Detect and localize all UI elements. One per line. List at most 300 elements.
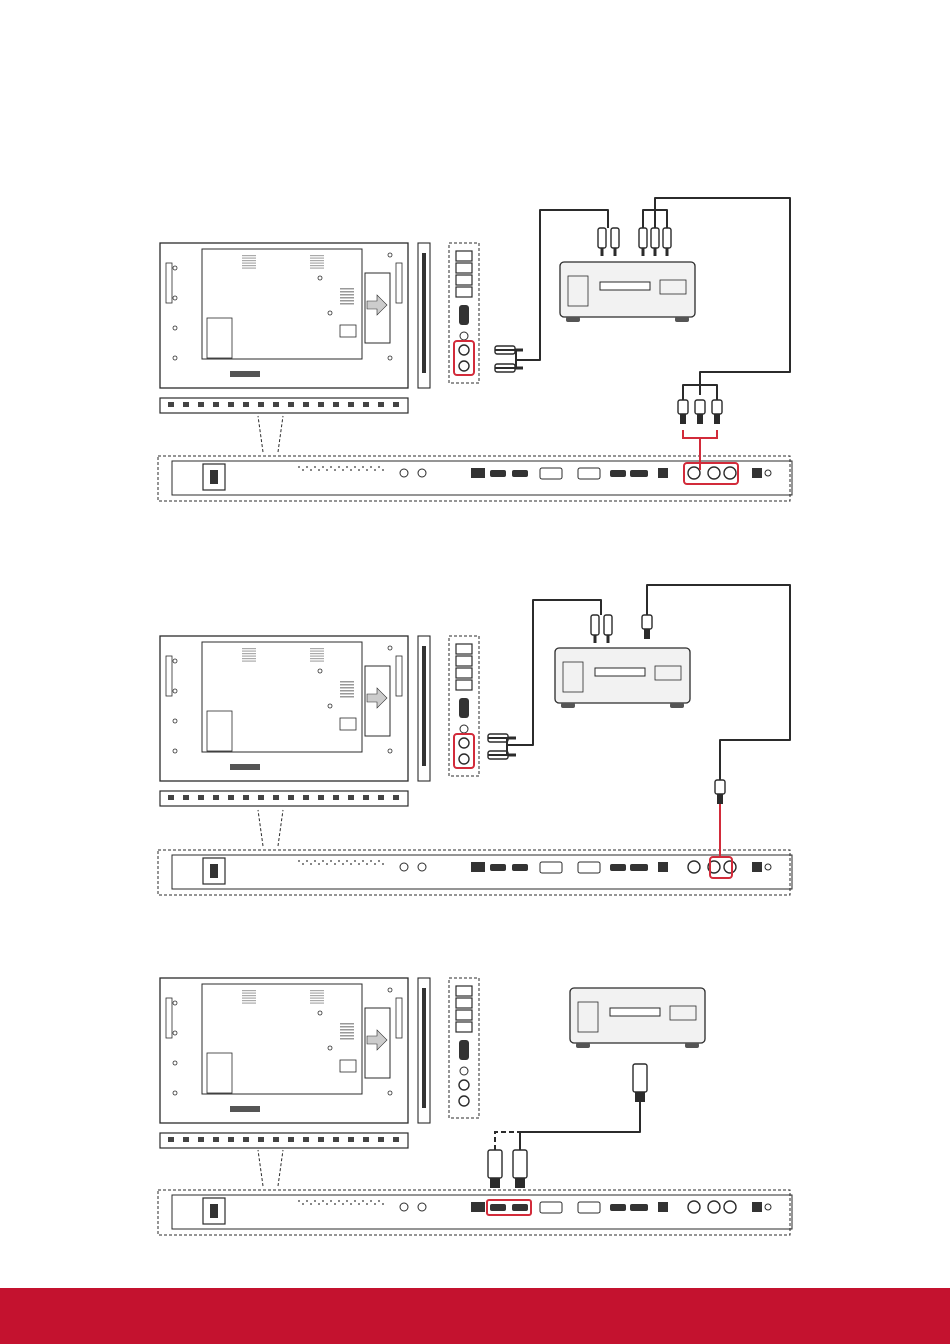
display-bottom-edge bbox=[160, 1133, 408, 1148]
vent-dot bbox=[362, 860, 364, 862]
hdmi-port-icon bbox=[512, 1204, 528, 1211]
bottom-port bbox=[243, 402, 249, 407]
bnc-plug-icon bbox=[695, 400, 705, 424]
vent-dot bbox=[318, 469, 320, 471]
vent-line bbox=[340, 1038, 354, 1040]
vent-line bbox=[242, 1003, 256, 1004]
vent-dot bbox=[310, 469, 312, 471]
audio-jack-icon bbox=[460, 332, 468, 340]
vent-dot bbox=[370, 466, 372, 468]
bottom-port bbox=[168, 402, 174, 407]
bottom-port bbox=[378, 402, 384, 407]
bottom-port bbox=[303, 1137, 309, 1142]
vent-line bbox=[242, 656, 256, 657]
vent-line bbox=[242, 658, 256, 659]
bottom-port-strip bbox=[158, 810, 792, 895]
hdmi-port-icon bbox=[490, 864, 506, 871]
vent-line bbox=[242, 998, 256, 999]
vent-dot bbox=[306, 860, 308, 862]
display-bottom-edge bbox=[160, 791, 408, 806]
display-rear-icon bbox=[160, 243, 430, 413]
bottom-port bbox=[393, 795, 399, 800]
vent-dot bbox=[326, 863, 328, 865]
plug-pin bbox=[642, 248, 645, 256]
bottom-port bbox=[183, 1137, 189, 1142]
bnc-jack-icon bbox=[708, 1201, 720, 1213]
vent-dot bbox=[378, 1200, 380, 1202]
plug-pin bbox=[508, 754, 516, 757]
power-switch-icon bbox=[210, 470, 218, 484]
bottom-port-strip bbox=[158, 416, 792, 501]
vent-line bbox=[340, 687, 354, 689]
bottom-port bbox=[333, 795, 339, 800]
display-frame bbox=[160, 243, 408, 388]
vent-line bbox=[340, 1035, 354, 1037]
vent-dot bbox=[330, 466, 332, 468]
usb-port-icon bbox=[658, 1202, 668, 1212]
bottom-port bbox=[228, 1137, 234, 1142]
bottom-port-strip bbox=[158, 1150, 792, 1235]
vent-line bbox=[310, 658, 324, 659]
vent-line bbox=[242, 993, 256, 994]
speaker-terminal-icon bbox=[456, 998, 472, 1008]
vent-line bbox=[340, 681, 354, 683]
bottom-port bbox=[213, 1137, 219, 1142]
vent-line bbox=[340, 291, 354, 293]
displayport-icon bbox=[610, 1204, 626, 1211]
bottom-port bbox=[273, 402, 279, 407]
io-strip bbox=[230, 764, 260, 770]
rs232-port-icon bbox=[459, 1040, 469, 1060]
vent-dot bbox=[382, 469, 384, 471]
bottom-port bbox=[333, 402, 339, 407]
vent-dot bbox=[298, 466, 300, 468]
displayport-out-icon bbox=[630, 1204, 648, 1211]
bottom-port bbox=[303, 402, 309, 407]
bottom-port bbox=[258, 795, 264, 800]
disc-tray bbox=[595, 668, 645, 676]
vent-dot bbox=[346, 466, 348, 468]
vent-line bbox=[242, 1000, 256, 1001]
bottom-port bbox=[243, 1137, 249, 1142]
player-foot bbox=[675, 317, 689, 322]
vent-dot bbox=[310, 863, 312, 865]
bottom-port bbox=[273, 1137, 279, 1142]
bottom-port bbox=[228, 795, 234, 800]
bnc-jack-icon bbox=[724, 861, 736, 873]
plug-body bbox=[591, 615, 599, 635]
hdmi-connection bbox=[158, 978, 792, 1235]
vent-dot bbox=[378, 466, 380, 468]
speaker-terminal-icon bbox=[456, 287, 472, 297]
vent-dot bbox=[306, 466, 308, 468]
vent-line bbox=[310, 263, 324, 264]
plug-tip bbox=[515, 1178, 525, 1188]
bnc-plug-icon bbox=[642, 615, 652, 639]
bottom-port bbox=[273, 795, 279, 800]
vent-dot bbox=[370, 860, 372, 862]
rs232-out-icon bbox=[752, 862, 762, 872]
vent-line bbox=[340, 297, 354, 299]
vent-line bbox=[310, 258, 324, 259]
vent-dot bbox=[302, 863, 304, 865]
bottom-port bbox=[213, 402, 219, 407]
rs232-out-icon bbox=[752, 1202, 762, 1212]
usb-port-icon bbox=[658, 468, 668, 478]
player-foot bbox=[566, 317, 580, 322]
display-frame bbox=[160, 636, 408, 781]
vent-line bbox=[310, 661, 324, 662]
footer-bar bbox=[0, 1288, 950, 1344]
zoom-leader bbox=[258, 1150, 283, 1186]
dvi-port-icon bbox=[540, 468, 562, 479]
rca-plug-icon bbox=[598, 228, 606, 256]
vent-dot bbox=[362, 1200, 364, 1202]
displayport-icon bbox=[610, 864, 626, 871]
vent-line bbox=[340, 1023, 354, 1025]
vent-dot bbox=[370, 1200, 372, 1202]
vent-dot bbox=[366, 1203, 368, 1205]
vent-dot bbox=[306, 1200, 308, 1202]
vent-line bbox=[310, 265, 324, 266]
audio-jack-icon bbox=[460, 725, 468, 733]
plug-body bbox=[663, 228, 671, 248]
bnc-plug-icon bbox=[712, 400, 722, 424]
vent-dot bbox=[342, 1203, 344, 1205]
zoom-leader bbox=[258, 810, 283, 846]
displayport-icon bbox=[610, 470, 626, 477]
vent-line bbox=[340, 1029, 354, 1031]
player-foot bbox=[685, 1043, 699, 1048]
bottom-port bbox=[318, 795, 324, 800]
plug-barrel bbox=[680, 414, 686, 424]
vent-line bbox=[340, 696, 354, 698]
component-connection bbox=[158, 198, 792, 501]
bottom-port bbox=[198, 795, 204, 800]
side-port-panel bbox=[449, 243, 479, 383]
vent-dot bbox=[350, 863, 352, 865]
cable bbox=[520, 1102, 640, 1150]
plug-body bbox=[695, 400, 705, 414]
bottom-port bbox=[378, 1137, 384, 1142]
power-switch-icon bbox=[210, 864, 218, 878]
speaker-terminal-icon bbox=[456, 1010, 472, 1020]
rj45-port-icon bbox=[471, 1202, 485, 1212]
vent-dot bbox=[366, 863, 368, 865]
vent-line bbox=[340, 1026, 354, 1028]
vent-line bbox=[242, 651, 256, 652]
bottom-port bbox=[168, 795, 174, 800]
plug-barrel bbox=[714, 414, 720, 424]
vent-dot bbox=[354, 466, 356, 468]
rj45-port-icon bbox=[471, 468, 485, 478]
zoom-leader bbox=[258, 416, 283, 452]
audio-jack-icon bbox=[418, 863, 426, 871]
vent-line bbox=[340, 300, 354, 302]
hdmi-port-icon bbox=[512, 864, 528, 871]
plug-body bbox=[611, 228, 619, 248]
vent-line bbox=[340, 684, 354, 686]
vent-line bbox=[310, 653, 324, 654]
vent-dot bbox=[374, 1203, 376, 1205]
rca-plug-icon bbox=[591, 615, 599, 643]
vent-dot bbox=[334, 1203, 336, 1205]
displayport-out-icon bbox=[630, 864, 648, 871]
vent-line bbox=[310, 268, 324, 269]
vent-dot bbox=[338, 1200, 340, 1202]
vent-dot bbox=[322, 1200, 324, 1202]
vent-dot bbox=[302, 469, 304, 471]
plug-body bbox=[633, 1064, 647, 1092]
hdmi-plug-icon bbox=[513, 1150, 527, 1188]
player-foot bbox=[576, 1043, 590, 1048]
vent-dot bbox=[334, 469, 336, 471]
rj45-port-icon bbox=[471, 862, 485, 872]
side-port-panel bbox=[449, 636, 479, 776]
vent-line bbox=[242, 263, 256, 264]
dvi-port-icon bbox=[540, 1202, 562, 1213]
player-foot bbox=[561, 703, 575, 708]
vent-dot bbox=[338, 466, 340, 468]
rca-jack-icon bbox=[459, 345, 469, 355]
rs232-out-icon bbox=[752, 468, 762, 478]
bottom-port bbox=[243, 795, 249, 800]
vent-line bbox=[242, 990, 256, 991]
plug-body bbox=[513, 1150, 527, 1178]
plug-body bbox=[715, 780, 725, 794]
plug-pin bbox=[614, 248, 617, 256]
vent-dot bbox=[346, 860, 348, 862]
ir-jack-icon bbox=[765, 470, 771, 476]
hdmi-plug-icon bbox=[633, 1064, 647, 1102]
display-rear-icon bbox=[160, 978, 430, 1148]
cable bbox=[655, 210, 667, 228]
hdmi-port-icon bbox=[512, 470, 528, 477]
bottom-port bbox=[213, 795, 219, 800]
vent-line bbox=[310, 648, 324, 649]
player-foot bbox=[670, 703, 684, 708]
ir-jack-icon bbox=[765, 864, 771, 870]
vent-dot bbox=[382, 1203, 384, 1205]
bottom-port bbox=[348, 402, 354, 407]
display-bottom-edge bbox=[160, 398, 408, 413]
bnc-jack-icon bbox=[724, 1201, 736, 1213]
vent-line bbox=[242, 661, 256, 662]
vent-dot bbox=[346, 1200, 348, 1202]
side-rail bbox=[422, 253, 426, 373]
bottom-port bbox=[333, 1137, 339, 1142]
bottom-port bbox=[288, 795, 294, 800]
vent-line bbox=[340, 690, 354, 692]
vent-line bbox=[310, 998, 324, 999]
dvi-port-icon bbox=[540, 862, 562, 873]
display-frame bbox=[160, 978, 408, 1123]
vent-line bbox=[340, 693, 354, 695]
vent-dot bbox=[358, 1203, 360, 1205]
rs232-port-icon bbox=[459, 698, 469, 718]
vent-line bbox=[242, 268, 256, 269]
rca-plug-icon bbox=[604, 615, 612, 643]
vent-line bbox=[242, 260, 256, 261]
rca-plug-icon bbox=[611, 228, 619, 256]
plug-pin bbox=[601, 248, 604, 256]
hdmi-port-icon bbox=[490, 1204, 506, 1211]
vent-dot bbox=[354, 1200, 356, 1202]
side-rail bbox=[422, 646, 426, 766]
vent-dot bbox=[298, 860, 300, 862]
plug-barrel bbox=[697, 414, 703, 424]
displayport-out-icon bbox=[630, 470, 648, 477]
bottom-port bbox=[288, 402, 294, 407]
rca-jack-icon bbox=[459, 1096, 469, 1106]
plug-pin bbox=[594, 635, 597, 643]
bnc-jack-icon bbox=[724, 467, 736, 479]
vent-dot bbox=[298, 1200, 300, 1202]
plug-barrel bbox=[644, 629, 650, 639]
speaker-terminal-icon bbox=[456, 1022, 472, 1032]
vent-dot bbox=[330, 1200, 332, 1202]
vent-dot bbox=[382, 863, 384, 865]
audio-jack-icon bbox=[400, 1203, 408, 1211]
bnc-jack-icon bbox=[688, 1201, 700, 1213]
vent-dot bbox=[358, 863, 360, 865]
plug-body bbox=[642, 615, 652, 629]
plug-body bbox=[712, 400, 722, 414]
plug-body bbox=[598, 228, 606, 248]
rs232-port-icon bbox=[459, 305, 469, 325]
vent-dot bbox=[326, 469, 328, 471]
hdmi-plug-icon bbox=[488, 1150, 502, 1188]
composite-connection bbox=[158, 585, 792, 895]
vent-dot bbox=[350, 469, 352, 471]
vent-dot bbox=[334, 863, 336, 865]
vent-line bbox=[310, 260, 324, 261]
rca-plug-icon bbox=[651, 228, 659, 256]
speaker-terminal-icon bbox=[456, 680, 472, 690]
rca-jack-icon bbox=[459, 754, 469, 764]
vent-dot bbox=[318, 863, 320, 865]
io-strip bbox=[230, 371, 260, 377]
vent-dot bbox=[314, 860, 316, 862]
bnc-jack-icon bbox=[708, 467, 720, 479]
bottom-port bbox=[363, 1137, 369, 1142]
speaker-terminal-icon bbox=[456, 668, 472, 678]
bottom-port bbox=[318, 1137, 324, 1142]
vent-dot bbox=[326, 1203, 328, 1205]
vent-line bbox=[310, 656, 324, 657]
plug-pin bbox=[607, 635, 610, 643]
speaker-terminal-icon bbox=[456, 275, 472, 285]
bnc-plug-icon bbox=[715, 780, 725, 804]
vent-dot bbox=[358, 469, 360, 471]
speaker-terminal-icon bbox=[456, 644, 472, 654]
display-rear-icon bbox=[160, 636, 430, 806]
vent-line bbox=[340, 288, 354, 290]
vent-line bbox=[242, 653, 256, 654]
av-player-icon bbox=[560, 262, 695, 322]
bottom-port bbox=[168, 1137, 174, 1142]
speaker-terminal-icon bbox=[456, 263, 472, 273]
bottom-port bbox=[393, 1137, 399, 1142]
vent-line bbox=[310, 995, 324, 996]
hdmi-port-icon bbox=[490, 470, 506, 477]
plug-pin bbox=[654, 248, 657, 256]
disc-tray bbox=[600, 282, 650, 290]
vent-dot bbox=[314, 466, 316, 468]
vent-dot bbox=[318, 1203, 320, 1205]
vent-dot bbox=[302, 1203, 304, 1205]
bnc-jack-icon bbox=[688, 861, 700, 873]
vent-line bbox=[310, 1003, 324, 1004]
rca-jack-icon bbox=[459, 1080, 469, 1090]
audio-jack-icon bbox=[460, 1067, 468, 1075]
vent-dot bbox=[374, 469, 376, 471]
audio-jack-icon bbox=[418, 469, 426, 477]
plug-pin bbox=[508, 737, 516, 740]
vga-port-icon bbox=[578, 862, 600, 873]
rca-jack-icon bbox=[459, 361, 469, 371]
vent-line bbox=[310, 651, 324, 652]
bnc-jack-icon bbox=[688, 467, 700, 479]
bottom-port bbox=[258, 1137, 264, 1142]
vent-line bbox=[310, 990, 324, 991]
side-rail bbox=[422, 988, 426, 1108]
rca-plug-icon bbox=[663, 228, 671, 256]
bottom-port bbox=[363, 795, 369, 800]
bottom-port bbox=[363, 402, 369, 407]
rca-plug-icon bbox=[639, 228, 647, 256]
vga-port-icon bbox=[578, 468, 600, 479]
speaker-terminal-icon bbox=[456, 986, 472, 996]
bnc-plug-icon bbox=[678, 400, 688, 424]
bottom-port bbox=[183, 402, 189, 407]
plug-body bbox=[488, 1150, 502, 1178]
vent-dot bbox=[342, 469, 344, 471]
bottom-port bbox=[348, 1137, 354, 1142]
speaker-terminal-icon bbox=[456, 251, 472, 261]
vent-line bbox=[242, 265, 256, 266]
vent-dot bbox=[314, 1200, 316, 1202]
bottom-port bbox=[258, 402, 264, 407]
ir-jack-icon bbox=[765, 1204, 771, 1210]
vent-dot bbox=[338, 860, 340, 862]
io-strip bbox=[230, 1106, 260, 1112]
bottom-port bbox=[378, 795, 384, 800]
power-switch-icon bbox=[210, 1204, 218, 1218]
plug-body bbox=[651, 228, 659, 248]
bottom-port bbox=[228, 402, 234, 407]
speaker-terminal-icon bbox=[456, 656, 472, 666]
audio-jack-icon bbox=[400, 863, 408, 871]
plug-body bbox=[678, 400, 688, 414]
bottom-port bbox=[288, 1137, 294, 1142]
audio-jack-icon bbox=[400, 469, 408, 477]
vent-line bbox=[242, 648, 256, 649]
vent-line bbox=[340, 303, 354, 305]
vent-dot bbox=[322, 860, 324, 862]
optional-cable bbox=[495, 1132, 520, 1150]
vent-line bbox=[242, 255, 256, 256]
vent-dot bbox=[354, 860, 356, 862]
bottom-port bbox=[198, 402, 204, 407]
vent-line bbox=[310, 993, 324, 994]
plug-barrel bbox=[717, 794, 723, 804]
plug-tip bbox=[490, 1178, 500, 1188]
vent-dot bbox=[362, 466, 364, 468]
plug-body bbox=[639, 228, 647, 248]
vga-port-icon bbox=[578, 1202, 600, 1213]
vent-line bbox=[340, 1032, 354, 1034]
